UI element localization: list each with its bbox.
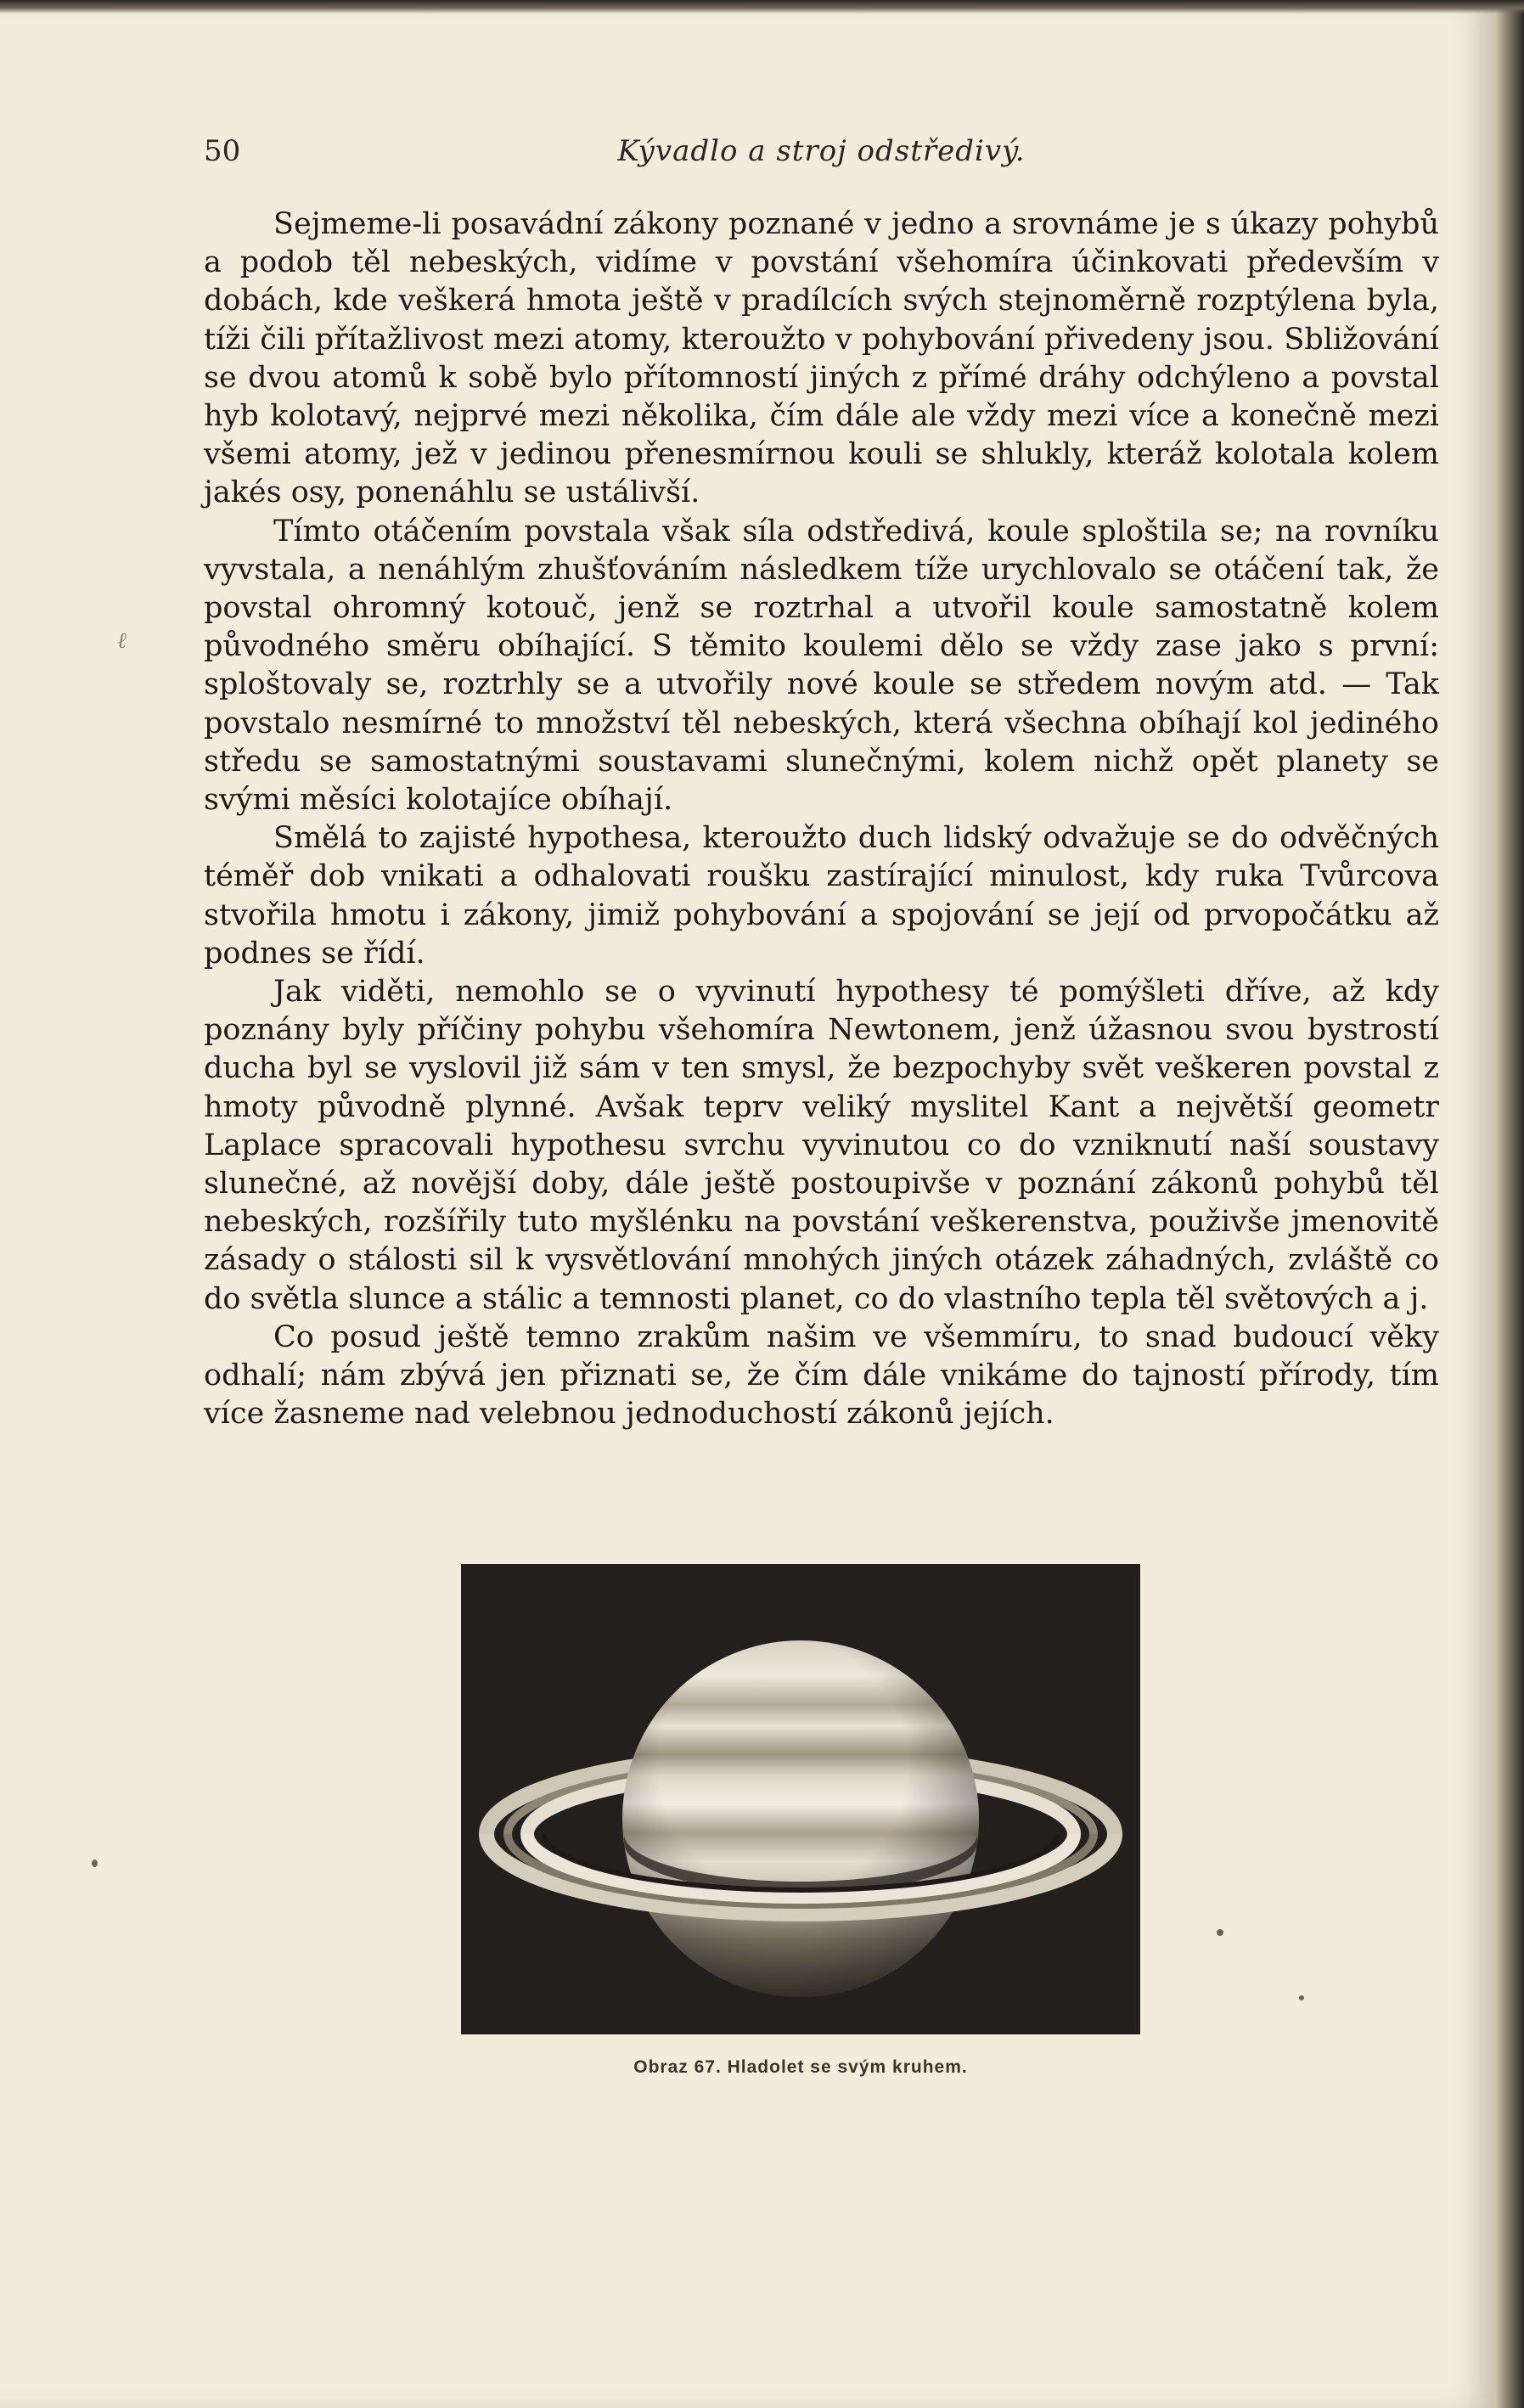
page-header — [204, 134, 1439, 177]
paper-speck — [1217, 1929, 1223, 1936]
paragraph-5: Co posud ještě temno zrakům našim ve všemmíru, to snad budoucí věky odhalí; nám zbývá jen přiznati se, že čím dále vnikáme do tajností přírody, tím více žasneme nad velebnou jednoduchostí zákonů jejích. — [204, 1319, 1439, 1432]
paragraph-2: Tímto otáčením povstala však síla odstředivá, koule sploštila se; na rovníku vyvstala, a nenáhlým zhušťováním následkem tíže urychlovalo se otáčení tak, že povstal ohromný kotouč, jenž se roztrhal a utvořil koule samostatně kolem původného směru obíhající. S těmito koulemi dělo se vždy zase jako s první: sploštovaly se, roztrhly se a utvořily nové koule se středem novým atd. — Tak povstalo nesmírné to množství těl nebeských, která všechna obíhají kol jediného středu se samostatnými soustavami slunečnými, kolem nichž opět planety se svými měsíci kolotajíce obíhají. — [204, 514, 1439, 818]
paragraph-3: Smělá to zajisté hypothesa, kteroužto duch lidský odvažuje se do odvěčných téměř dob vnikati a odhalovati roušku zastírající minulost, kdy ruka Tvůrcova stvořila hmotu i zákony, jimiž pohybování a spojování se její od prvopočátku až podnes se řídí. — [204, 821, 1439, 971]
planet-globe — [622, 1640, 979, 1997]
saturn-figure — [461, 1564, 1140, 2034]
paper-speck — [1299, 1995, 1304, 2000]
paper-speck — [92, 1859, 98, 1867]
figure-caption: Obraz 67. Hladolet se svým kruhem. — [633, 2057, 968, 2077]
page-number: 50 — [204, 134, 241, 168]
margin-pencil-mark: ℓ — [117, 628, 127, 654]
book-spine-edge — [1494, 0, 1524, 2408]
saturn-illustration — [461, 1564, 1140, 2034]
scan-top-edge — [0, 0, 1524, 14]
paragraph-1: Sejmeme-li posavádní zákony poznané v jedno a srovnáme je s úkazy pohybů a podob těl nebeských, vidíme v povstání všehomíra účinkovati především v dobách, kde veškerá hmota ještě v pradílcích svých stejnoměrně rozptýlena byla, tíži čili přítažlivost mezi atomy, kteroužto v pohybování přivedeny jsou. Sbližování se dvou atomů k sobě bylo přítomností jiných z přímé dráhy odchýleno a povstal hyb kolotavý, nejprvé mezi několika, čím dále ale vždy mezi více a konečně mezi všemi atomy, jež v jedinou přenesmírnou kouli se shlukly, kteráž kolotala kolem jakés osy, ponenáhlu se ustálivší. — [204, 207, 1439, 510]
paragraph-4: Jak viděti, nemohlo se o vyvinutí hypothesy té pomýšleti dříve, až kdy poznány byly příčiny pohybu všehomíra Newtonem, jenž úžasnou svou bystrostí ducha byl se vyslovil již sám v ten smysl, že bezpochyby svět veškeren povstal z hmoty původně plynné. Avšak teprv veliký myslitel Kant a největší geometr Laplace spracovali hypothesu svrchu vyvinutou co do vzniknutí naší soustavy slunečné, až novější doby, dále ještě postoupivše v poznání zákonů pohybů těl nebeských, rozšířily tuto myšlénku na povstání veškerenstva, použivše jmenovitě zásady o stálosti sil k vysvětlování mnohých jiných otázek záhadných, zvláště co do světla slunce a stálic a temnosti planet, co do vlastního tepla těl světových a j. — [204, 975, 1439, 1316]
running-title: Kývadlo a stroj odstředivý. — [617, 134, 1026, 168]
body-text — [204, 205, 1439, 1434]
